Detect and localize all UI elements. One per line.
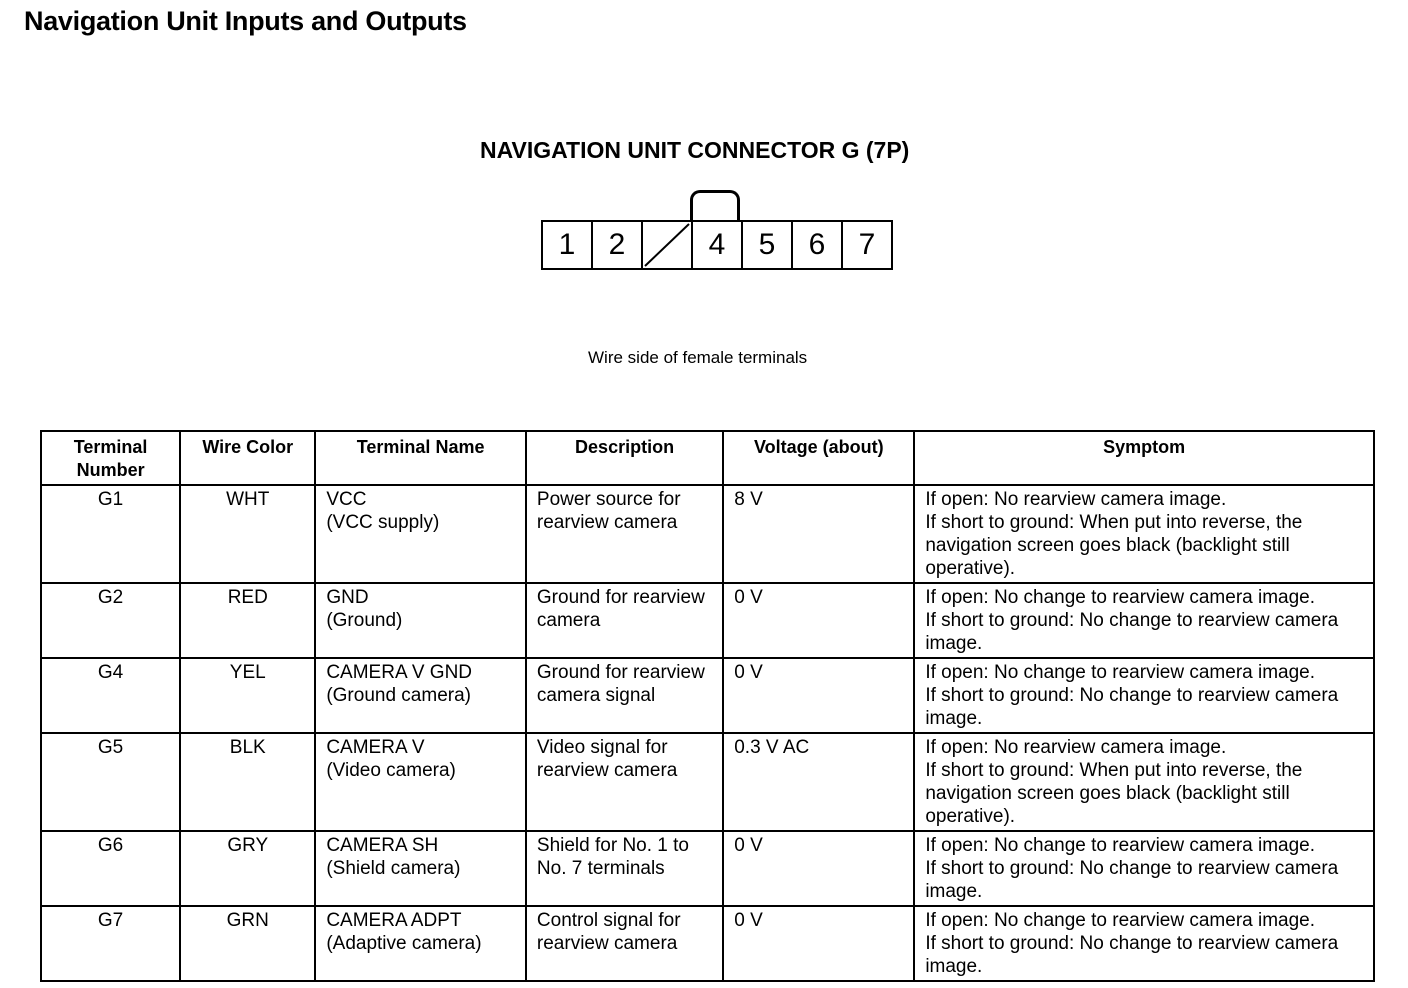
terminal-number: G4	[41, 658, 180, 733]
table-row	[41, 658, 1374, 733]
terminal-name-cell	[315, 831, 526, 906]
connector-pin-6: 6	[793, 222, 843, 268]
connector-diagram	[541, 220, 893, 270]
unused-slash-icon	[643, 222, 691, 268]
column-header: Description	[526, 431, 723, 485]
connector-caption: Wire side of female terminals	[588, 348, 808, 367]
column-header: Terminal Name	[315, 431, 526, 485]
table-row	[41, 906, 1374, 981]
terminal-name-sub: (Video camera)	[326, 760, 456, 781]
terminal-name: GND	[326, 587, 369, 608]
terminal-name-sub: (Adaptive camera)	[326, 933, 482, 954]
connector-latch-icon	[690, 190, 740, 221]
symptom: If open: No rearview camera image. If short to ground: When put into reverse, the navigation screen goes black (backlight still operative).	[914, 485, 1374, 583]
wire-color: BLK	[180, 733, 315, 831]
terminal-name-sub: (Shield camera)	[326, 858, 461, 879]
connector-pin-5: 5	[743, 222, 793, 268]
symptom: If open: No change to rearview camera image. If short to ground: No change to rearview camera image.	[914, 906, 1374, 981]
connector-pin-unused	[643, 222, 693, 268]
wire-color: RED	[180, 583, 315, 658]
terminal-name: CAMERA ADPT	[326, 910, 462, 931]
description: Power source for rearview camera	[526, 485, 723, 583]
symptom: If open: No rearview camera image. If short to ground: When put into reverse, the navigation screen goes black (backlight still operative).	[914, 733, 1374, 831]
terminal-name: CAMERA SH	[326, 835, 439, 856]
terminal-name-cell	[315, 583, 526, 658]
wire-color: GRY	[180, 831, 315, 906]
description: Ground for rearview camera signal	[526, 658, 723, 733]
terminal-table	[40, 430, 1375, 982]
voltage: 8 V	[723, 485, 914, 583]
terminal-name-cell	[315, 733, 526, 831]
page-title: Navigation Unit Inputs and Outputs	[24, 6, 467, 36]
wire-color: WHT	[180, 485, 315, 583]
table-row	[41, 583, 1374, 658]
connector-pin-1: 1	[543, 222, 593, 268]
terminal-name-sub: (Ground)	[326, 610, 403, 631]
terminal-name: VCC	[326, 489, 367, 510]
description: Video signal for rearview camera	[526, 733, 723, 831]
voltage: 0 V	[723, 658, 914, 733]
terminal-number: G2	[41, 583, 180, 658]
column-header: Voltage (about)	[723, 431, 914, 485]
table-row	[41, 485, 1374, 583]
wire-color: GRN	[180, 906, 315, 981]
terminal-name-sub: (Ground camera)	[326, 685, 471, 706]
terminal-number: G6	[41, 831, 180, 906]
description: Ground for rearview camera	[526, 583, 723, 658]
connector-title: NAVIGATION UNIT CONNECTOR G (7P)	[480, 137, 910, 163]
terminal-name: CAMERA V GND	[326, 662, 473, 683]
voltage: 0 V	[723, 831, 914, 906]
symptom: If open: No change to rearview camera image. If short to ground: No change to rearview camera image.	[914, 831, 1374, 906]
voltage: 0 V	[723, 583, 914, 658]
terminal-name-sub: (VCC supply)	[326, 512, 440, 533]
connector-pin-7: 7	[858, 228, 876, 261]
column-header: Wire Color	[180, 431, 315, 485]
terminal-number: G1	[41, 485, 180, 583]
terminal-name: CAMERA V	[326, 737, 425, 758]
voltage: 0 V	[723, 906, 914, 981]
terminal-name-cell	[315, 906, 526, 981]
description: Control signal for rearview camera	[526, 906, 723, 981]
terminal-number: G5	[41, 733, 180, 831]
table-row	[41, 733, 1374, 831]
column-header: Terminal Number	[41, 431, 180, 485]
table-row	[41, 831, 1374, 906]
terminal-name-cell	[315, 485, 526, 583]
symptom: If open: No change to rearview camera image. If short to ground: No change to rearview camera image.	[914, 583, 1374, 658]
description: Shield for No. 1 to No. 7 terminals	[526, 831, 723, 906]
connector-pin-2: 2	[593, 222, 643, 268]
symptom: If open: No change to rearview camera image. If short to ground: No change to rearview camera image.	[914, 658, 1374, 733]
wire-color: YEL	[180, 658, 315, 733]
terminal-number: G7	[41, 906, 180, 981]
terminal-name-cell	[315, 658, 526, 733]
connector-pin-4: 4	[693, 222, 743, 268]
voltage: 0.3 V AC	[723, 733, 914, 831]
column-header: Symptom	[914, 431, 1374, 485]
